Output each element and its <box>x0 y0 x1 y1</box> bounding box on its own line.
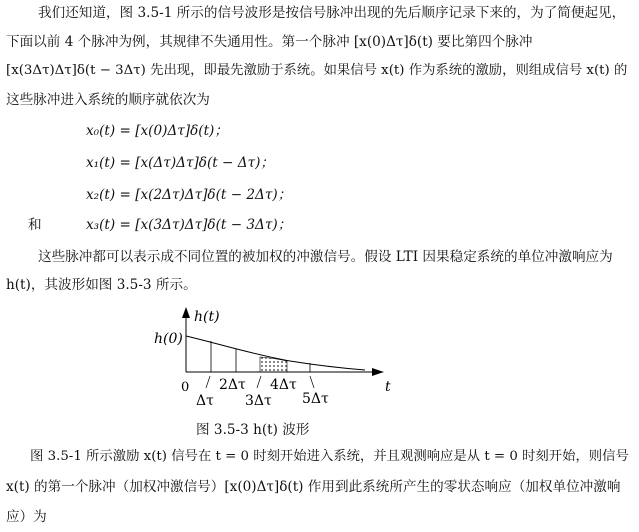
equation-x1: x₁(t) = [x(Δτ)Δτ]δ(t − Δτ)； <box>86 155 274 171</box>
tick-label-5: 5Δτ <box>302 391 329 407</box>
tick-label-4: 4Δτ <box>270 377 297 393</box>
paragraph3-line2: x(t) 的第一个脉冲（加权冲激信号）[x(0)Δτ]δ(t) 作用到此系统所产生的零状态响应（加权单位冲激响 <box>6 479 621 495</box>
tick-label-1: Δτ <box>196 393 214 409</box>
tick-leader-1 <box>206 376 210 388</box>
tick-label-2: 2Δτ <box>219 377 246 393</box>
tick-label-3: 3Δτ <box>245 393 272 409</box>
figure-caption: 图 3.5-3 h(t) 波形 <box>196 422 310 438</box>
equation-x2: x₂(t) = [x(2Δτ)Δτ]δ(t − 2Δτ)； <box>86 187 292 203</box>
y-axis-arrow <box>182 307 190 318</box>
paragraph2-line2: h(t)，其波形如图 3.5-3 所示。 <box>6 277 197 293</box>
paragraph1-line1: 我们还知道，图 3.5-1 所示的信号波形是按信号脉冲出现的先后顺序记录下来的，为了简便起见， <box>38 5 626 21</box>
paragraph1-line2: 下面以前 4 个脉冲为例，其规律不失通用性。第一个脉冲 [x(0)Δτ]δ(t) 要比第四个脉冲 <box>6 34 533 50</box>
tick-leader-3 <box>257 376 261 388</box>
paragraph3-line1: 图 3.5-1 所示激励 x(t) 信号在 t = 0 时刻开始进入系统，并且观测响应是从 t = 0 时刻开始，则信号 <box>30 449 629 464</box>
paragraph3-line3: 应）为 <box>6 509 47 525</box>
origin-label: 0 <box>181 380 190 395</box>
paragraph2-line1: 这些脉冲都可以表示成不同位置的被加权的冲激信号。假设 LTI 因果稳定系统的单位冲激响应为 <box>38 249 613 265</box>
equation-x3: x₃(t) = [x(3Δτ)Δτ]δ(t − 3Δτ)； <box>86 217 292 233</box>
y-value-label: h(0) <box>154 331 183 347</box>
x-axis-arrow <box>372 368 384 376</box>
paragraph1-line4: 这些脉冲进入系统的顺序就依次为 <box>6 92 210 108</box>
tick-leader-5 <box>310 376 314 388</box>
y-axis-label: h(t) <box>194 309 220 325</box>
equation-x0: x₀(t) = [x(0)Δτ]δ(t)； <box>86 123 228 139</box>
and-label: 和 <box>28 217 42 233</box>
paragraph1-line3: [x(3Δτ)Δτ]δ(t − 3Δτ) 先出现，即最先激励于系统。如果信号 x(t) 作为系统的激励，则组成信号 x(t) 的 <box>6 63 628 78</box>
x-axis-label: t <box>385 379 391 395</box>
